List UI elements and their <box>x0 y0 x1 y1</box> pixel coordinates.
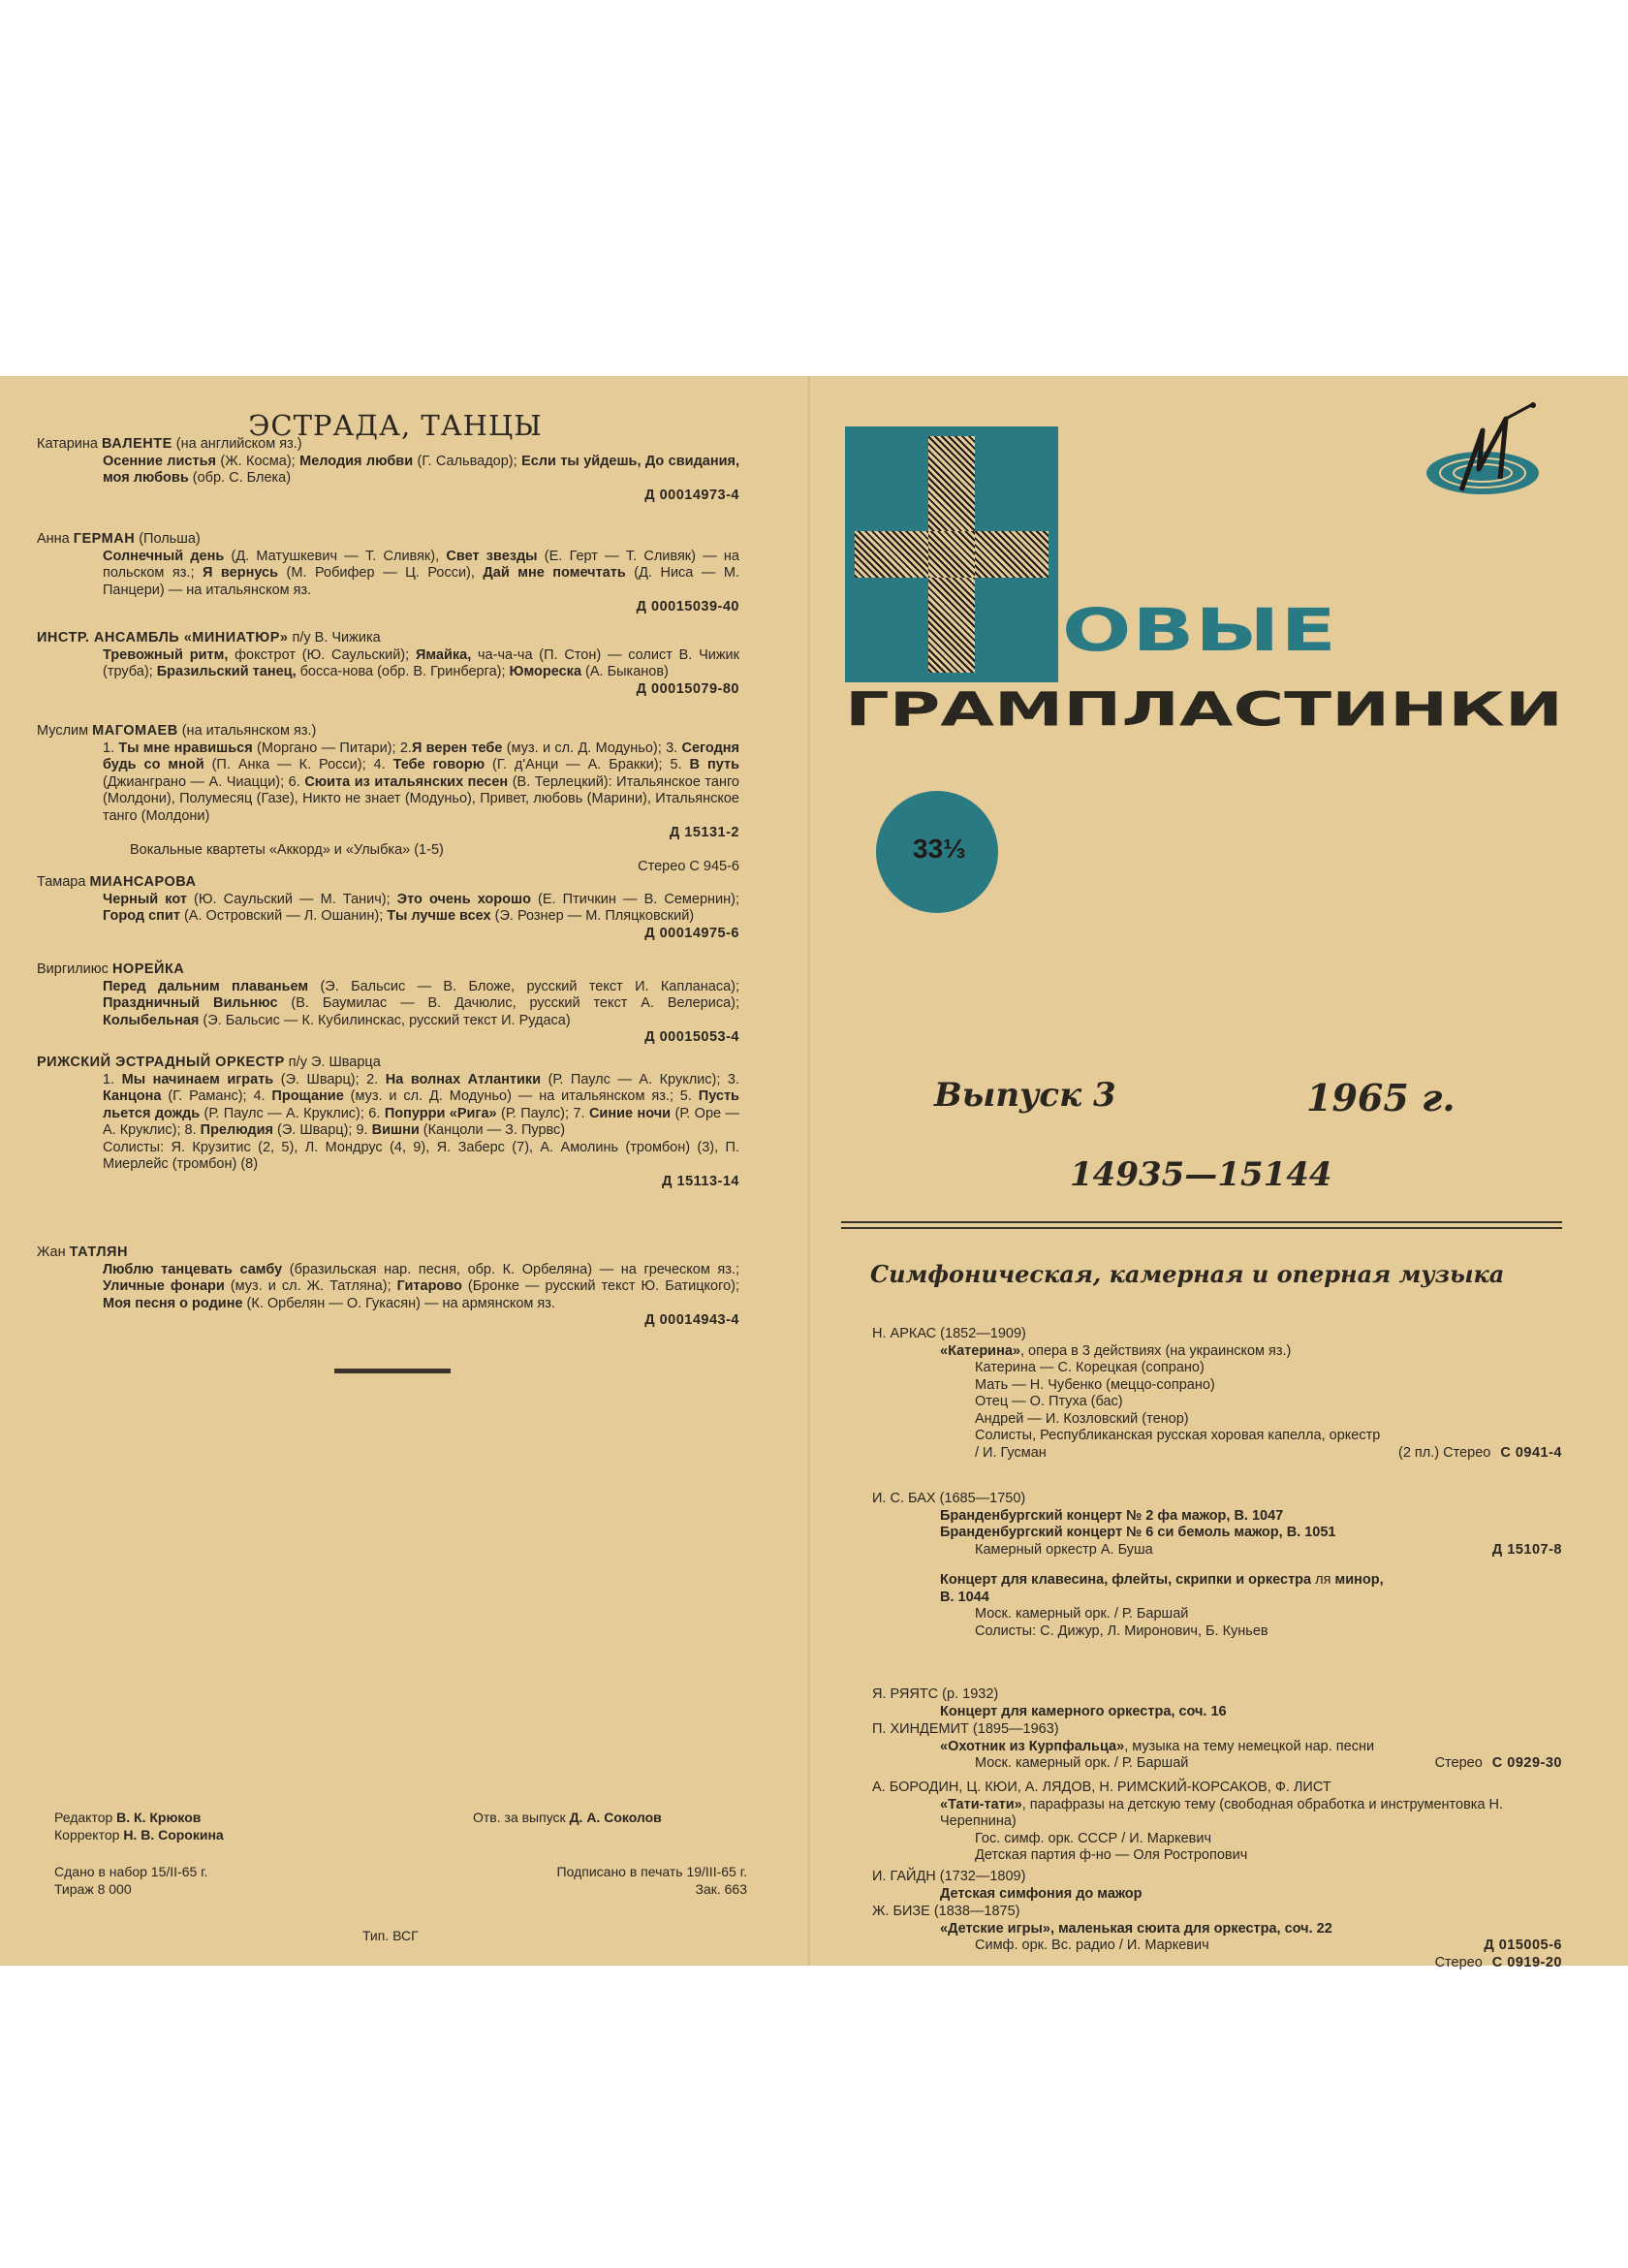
artist-name: Тамара МИАНСАРОВА <box>37 874 197 890</box>
song-list: Солисты: Я. Крузитис (2, 5), Л. Мондрус (4, 9), Я. Заберс (7), А. Амолинь (тромбон) (3), П. Миерлейс (тромбон) (8) <box>103 1139 739 1172</box>
entry <box>37 531 739 616</box>
entry <box>37 436 739 504</box>
catalog-range: 14935—15144 <box>1070 1155 1332 1194</box>
catalog-number: Д 00014973-4 <box>644 487 739 503</box>
song-list: Солнечный день (Д. Матушкевич — Т. Сливяк), Свет звезды (Е. Герт — Т. Сливяк) — на польском яз.; Я вернусь (М. Робифер — Ц. Росси), Дай мне помечтать (Д. Ниса — М. Панцери) — на итальянском яз. <box>103 548 740 598</box>
artist-name: Анна ГЕРМАН (Польша) <box>37 531 201 547</box>
catalog-number: Д 00015053-4 <box>644 1029 739 1045</box>
catalog-number: Д 00014975-6 <box>644 925 739 941</box>
issue-number: Выпуск 3 <box>934 1076 1116 1115</box>
rule-bottom <box>841 1227 1562 1229</box>
song-list: Люблю танцевать самбу (бразильская нар. песня, обр. К. Орбеляна) — на греческом яз.; Уличные фонари (муз. и сл. Ж. Татляна); Гитарово (Бронке — русский текст Ю. Батицкого); Моя песня о родине (К. Орбелян — О. Гукасян) — на армянском яз. <box>103 1261 739 1311</box>
entry-bach: И. С. БАХ (1685—1750) Бранденбургский концерт № 2 фа мажор, В. 1047 Бранденбургский концерт № 6 си бемоль мажор, В. 1051 Камерный оркестр А. Буша Д 15107-8 Концерт для клавесина, флейты, скрипки и оркестра ля минор, В. 1044 Моск. камерный орк. / Р. Баршай Солисты: С. Дижур, Л. Миронович, Б. Куньев <box>872 1491 1562 1639</box>
footer-print-info: Сдано в набор 15/II-65 г. Тираж 8 000 <box>54 1864 208 1897</box>
artist-name: ИНСТР. АНСАМБЛЬ «МИНИАТЮР» п/у В. Чижика <box>37 630 381 646</box>
song-list: Перед дальним плаваньем (Э. Бальсис — В. Бложе, русский текст И. Капланаса); Праздничный Вильнюс (В. Баумилас — В. Дачюлис, русский текст А. Велериса); Колыбельная (Э. Бальсис — К. Кубилинскас, русский текст И. Рудаса) <box>103 978 739 1028</box>
entry-ryats: Я. РЯЯТС (р. 1932) Концерт для камерного оркестра, соч. 16 <box>872 1686 1227 1719</box>
artist-name: Катарина ВАЛЕНТЕ (на английском яз.) <box>37 436 302 452</box>
entry <box>37 1055 739 1190</box>
artist-name: Жан ТАТЛЯН <box>37 1244 128 1260</box>
title-word-2: ГРАМПЛАСТИНКИ <box>845 682 1563 738</box>
song-list: Тревожный ритм, фокстрот (Ю. Саульский); Ямайка, ча-ча-ча (П. Стон) — солист В. Чижик (труба); Бразильский танец, босса-нова (обр. В. Гринберга); Юмореска (А. Быканов) <box>103 646 739 679</box>
catalog-number-stereo: Стерео С 945-6 <box>638 859 739 874</box>
entry-hindemith: П. ХИНДЕМИТ (1895—1963) «Охотник из Курпфальца», музыка на тему немецкой нар. песни Моск. камерный орк. / Р. Баршай С 0929-30 Стерео <box>872 1721 1562 1771</box>
entry <box>37 1244 739 1330</box>
entry-borodin: А. БОРОДИН, Ц. КЮИ, А. ЛЯДОВ, Н. РИМСКИЙ-КОРСАКОВ, Ф. ЛИСТ «Тати-тати», парафразы на детскую тему (свободная обработка и инструментовка Н. Черепнина) Гос. симф. орк. СССР / И. Маркевич Детская партия ф-но — Оля Ростропович <box>872 1780 1504 1863</box>
footer-signed: Подписано в печать 19/III-65 г. Зак. 663 <box>556 1864 747 1897</box>
footer-printer: Тип. ВСГ <box>362 1928 419 1943</box>
entry-arkas: Н. АРКАС (1852—1909) «Катерина», опера в 3 действиях (на украинском яз.) Катерина — С. Корецкая (сопрано) Мать — Н. Чубенко (меццо-сопрано) Отец — О. Птуха (бас) Андрей — И. Козловский (тенор) Солисты, Республиканская русская хоровая капелла, оркестр / И. Гусман С 0941-4 (2 пл.) Стерео <box>872 1326 1562 1461</box>
performers: Вокальные квартеты «Аккорд» и «Улыбка» (1-5) <box>130 841 444 858</box>
catalog-number: Д 15113-14 <box>662 1173 739 1189</box>
song-list: 1. Ты мне нравишься (Моргано — Питари); 2.Я верен тебе (муз. и сл. Д. Модуньо); 3. Сегодня будь со мной (П. Анка — К. Росси); 4. Тебе говорю (Г. д'Анци — А. Бракки); 5. В путь (Джианграно — А. Чиацци); 6. Сюита из итальянских песен (В. Терлецкий): Итальянское танго (Молдони), Полумесяц (Газе), Никто не знает (Модуньо), Привет, любовь (Марини), Итальянское танго (Молдони) <box>103 740 739 824</box>
title-word-1: ОВЫЕ <box>1062 595 1337 665</box>
catalog-number: Д 00015079-80 <box>636 680 739 697</box>
catalog-number: Д 00015039-40 <box>636 599 739 614</box>
subhead: Симфоническая, камерная и оперная музыка <box>870 1260 1505 1288</box>
speed-label: 33⅓ <box>913 834 966 864</box>
artist-name: Виргилиюс НОРЕЙКА <box>37 961 185 977</box>
artist-name: Муслим МАГОМАЕВ (на итальянском яз.) <box>37 723 317 739</box>
entry <box>37 723 739 876</box>
entry-bizet: Ж. БИЗЕ (1838—1875) «Детские игры», маленькая сюита для оркестра, соч. 22 Симф. орк. Вс. радио / И. Маркевич Д 015005-6 С 0919-20 Стерео <box>872 1904 1562 1970</box>
footer-editors: Редактор В. К. Крюков Корректор Н. В. Сорокина <box>54 1810 224 1843</box>
melodia-logo-icon <box>1423 401 1549 508</box>
catalog-number: Д 15131-2 <box>669 825 739 840</box>
booklet-sheet <box>0 376 1628 1970</box>
issue-year: 1965 г. <box>1306 1076 1456 1119</box>
divider <box>334 1369 451 1373</box>
song-list: Черный кот (Ю. Саульский — М. Танич); Это очень хорошо (Е. Птичкин — В. Семернин); Город спит (А. Островский — Л. Ошанин); Ты лучше всех (Э. Рознер — М. Пляцковский) <box>103 891 739 924</box>
song-list: Осенние листья (Ж. Косма); Мелодия любви (Г. Сальвадор); Если ты уйдешь, До свидания, моя любовь (обр. С. Блека) <box>103 453 740 486</box>
section-title: ЭСТРАДА, ТАНЦЫ <box>248 409 543 442</box>
entry <box>37 874 739 942</box>
title-letter-n <box>845 426 1058 682</box>
entry-haydn: И. ГАЙДН (1732—1809) Детская симфония до мажор <box>872 1869 1143 1902</box>
catalog-number: Д 00014943-4 <box>644 1312 739 1328</box>
footer-responsible: Отв. за выпуск Д. А. Соколов <box>473 1810 662 1825</box>
song-list: 1. Мы начинаем играть (Э. Шварц); 2. На волнах Атлантики (Р. Паулс — А. Круклис); 3. Канцона (Г. Раманс); 4. Прощание (муз. и сл. Д. Модуньо) — на итальянском яз.; 5. Пусть льется дождь (Р. Паулс — А. Круклис); 6. Попурри «Рига» (Р. Паулс); 7. Синие ночи (Р. Оре — А. Круклис); 8. Прелюдия (Э. Шварц); 9. Вишни (Канцоли — З. Пурвс) <box>103 1071 740 1138</box>
entry <box>37 630 739 698</box>
entry <box>37 961 739 1047</box>
artist-name: РИЖСКИЙ ЭСТРАДНЫЙ ОРКЕСТР п/у Э. Шварца <box>37 1055 381 1070</box>
rule-top <box>841 1221 1562 1223</box>
speed-disc <box>876 791 998 913</box>
